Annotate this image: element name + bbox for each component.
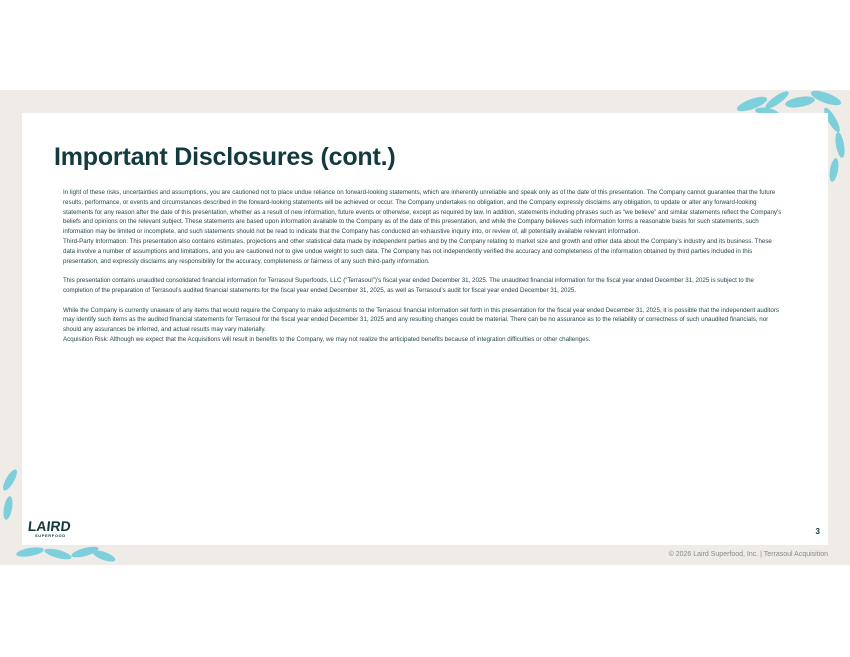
- disclosure-paragraph-third-party: Third-Party Information: This presentation also contains estimates, projections and other statistical data made by independent parties and by the Company relating to market size and growth and other data about the Company’s industry and its business. These data involve a number of assumptions and limitations, and you are cautioned not to give undue weight to such data. The Company has not independently verified the accuracy and completeness of the information obtained by third parties included in this presentation, and expressly disclaims any responsibility for the accuracy, completeness or fairness of any such third-party information.: [63, 237, 772, 265]
- footer-copyright: © 2026 Laird Superfood, Inc. | Terrasoul Acquisition: [668, 551, 828, 558]
- paragraph-spacer: [63, 266, 785, 276]
- paragraph-spacer: [63, 296, 785, 306]
- svg-text:SUPERFOOD: SUPERFOOD: [35, 533, 66, 538]
- laird-logo-icon: [27, 517, 75, 539]
- page-title: Important Disclosures (cont.): [54, 143, 396, 171]
- slide-content-card: [22, 113, 828, 545]
- laird-superfood-logo: [27, 517, 75, 544]
- svg-text:LAIRD: LAIRD: [27, 518, 72, 534]
- disclosure-body: [63, 188, 785, 345]
- disclosure-paragraph-auditor-adjustments: While the Company is currently unaware of any items that would require the Company to make adjustments to the Terrasoul financial information set forth in this presentation for the fiscal year ended December 31, 2025, it is possible that the independent auditors may identify such items as the audited financial statements for Terrasoul for the fiscal year ended December 31, 2025 and any resulting changes could be material. There can be no assurance as to the reliability or correctness of such unaudited financials, nor should any assurances be inferred, and actual results may vary materially.: [63, 306, 779, 334]
- disclosure-paragraph-acquisition-risk: Acquisition Risk: Although we expect that the Acquisitions will result in benefits to the Company, we may not realize the anticipated benefits because of integration difficulties or other challenges.: [63, 335, 591, 343]
- page-number: 3: [815, 527, 820, 536]
- disclosure-paragraph-forward-looking: In light of these risks, uncertainties and assumptions, you are cautioned not to place undue reliance on forward-looking statements, which are inherently unreliable and speak only as of the date of this presentation. The Company cannot guarantee that the future results, performance, or events and circumstances described in the forward-looking statements will be achieved or occur. The Company undertakes no obligation, and the Company expressly disclaims any obligation, to update or alter any forward-looking statements for any reason after the date of this presentation, whether as a result of new information, future events or otherwise, except as required by law. In addition, statements including phrases such as “we believe” and similar statements reflect the Company’s beliefs and opinions on the relevant subject. These statements are based upon information available to the Company as of the date of this presentation, and while the Company believes such information forms a reasonable basis for such statements, such information may be limited or incomplete, and such statements should not be read to indicate that the Company has conducted an exhaustive inquiry into, or review of, all potentially available relevant information.: [63, 189, 782, 236]
- disclosure-paragraph-unaudited-financials: This presentation contains unaudited consolidated financial information for Terrasoul Superfoods, LLC (“Terrasoul”)’s fiscal year ended December 31, 2025. The unaudited financial information for the fiscal year ended December 31, 2025 is subject to the completion of the preparation of Terrasoul’s audited financial statements for the fiscal year ended December 31, 2025, as well as Terrasoul’s audit for fiscal year ended December 31, 2025.: [63, 277, 754, 294]
